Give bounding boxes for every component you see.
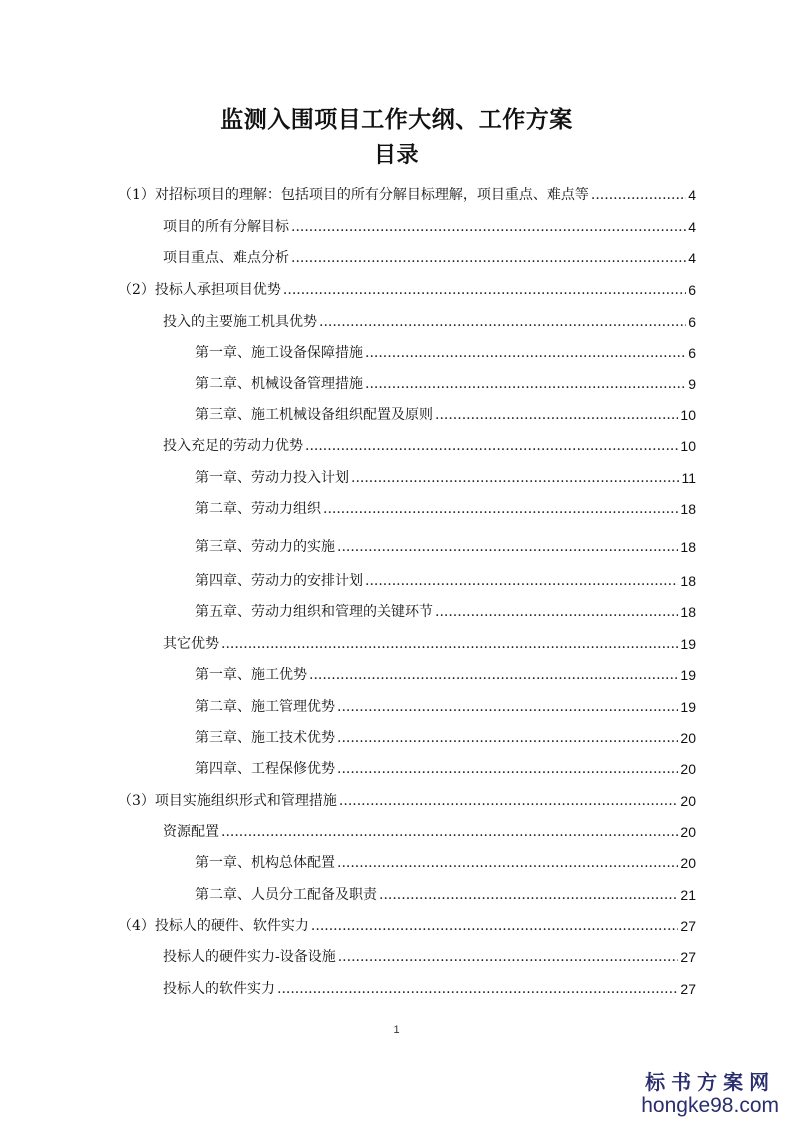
toc-leader xyxy=(283,281,686,299)
toc-entry-page: 19 xyxy=(680,667,696,683)
toc-entry-page: 27 xyxy=(680,918,696,934)
toc-leader xyxy=(309,666,678,684)
toc-entry-1[interactable] xyxy=(118,180,696,204)
toc-entry-26[interactable] xyxy=(163,974,696,998)
toc-entry-5[interactable] xyxy=(163,307,696,331)
toc-entry-text: （3）项目实施组织形式和管理措施 xyxy=(118,793,337,809)
toc-entry-page: 4 xyxy=(688,219,696,235)
toc-leader xyxy=(291,218,686,236)
toc-entry-text: 项目的所有分解目标 xyxy=(163,219,289,235)
toc-entry-page: 27 xyxy=(680,949,696,965)
toc-leader xyxy=(277,980,678,998)
toc-leader xyxy=(337,729,678,747)
toc-entry-page: 20 xyxy=(680,761,696,777)
toc-entry-page: 20 xyxy=(680,824,696,840)
toc-entry-page: 10 xyxy=(680,407,696,423)
toc-entry-text: 第一章、施工优势 xyxy=(195,667,307,683)
toc-entry-text: 第二章、施工管理优势 xyxy=(195,699,335,715)
toc-entry-text: 投入的主要施工机具优势 xyxy=(163,314,317,330)
toc-entry-6[interactable] xyxy=(195,338,696,362)
toc-leader xyxy=(319,313,686,331)
toc-entry-4[interactable] xyxy=(118,275,696,299)
toc-entry-page: 18 xyxy=(680,501,696,517)
toc-entry-15[interactable] xyxy=(163,629,696,653)
toc-entry-page: 19 xyxy=(680,636,696,652)
toc-leader xyxy=(323,500,678,518)
toc-entry-text: （2）投标人承担项目优势 xyxy=(118,282,281,298)
toc-entry-8[interactable] xyxy=(195,400,696,424)
toc-entry-12[interactable] xyxy=(195,532,696,556)
toc-entry-19[interactable] xyxy=(195,754,696,778)
toc-entry-page: 19 xyxy=(680,699,696,715)
toc-entry-16[interactable] xyxy=(195,660,696,684)
toc-leader xyxy=(311,917,679,935)
toc-entry-3[interactable] xyxy=(163,243,696,267)
toc-entry-text: 投入充足的劳动力优势 xyxy=(163,438,303,454)
toc-entry-text: 其它优势 xyxy=(163,636,219,652)
toc-entry-text: 第三章、施工机械设备组织配置及原则 xyxy=(195,407,433,423)
toc-entry-text: 第四章、劳动力的安排计划 xyxy=(195,573,363,589)
toc-entry-page: 9 xyxy=(688,376,696,392)
toc-entry-text: 第三章、劳动力的实施 xyxy=(195,539,335,555)
toc-entry-page: 20 xyxy=(680,793,696,809)
toc-leader xyxy=(379,886,678,904)
toc-leader xyxy=(337,760,678,778)
toc-entry-text: （4）投标人的硬件、软件实力 xyxy=(118,918,309,934)
toc-entry-20[interactable] xyxy=(118,786,696,810)
toc-entry-10[interactable] xyxy=(195,463,696,487)
toc-entry-14[interactable] xyxy=(195,597,696,621)
toc-entry-page: 4 xyxy=(688,187,696,203)
toc-leader xyxy=(291,249,686,267)
toc-entry-21[interactable] xyxy=(163,817,696,841)
toc-entry-text: 第三章、施工技术优势 xyxy=(195,730,335,746)
toc-entry-text: 第一章、劳动力投入计划 xyxy=(195,470,349,486)
toc-entry-page: 20 xyxy=(680,855,696,871)
toc-entry-17[interactable] xyxy=(195,692,696,716)
toc-entry-9[interactable] xyxy=(163,431,696,455)
toc-entry-page: 18 xyxy=(680,539,696,555)
page-number: 1 xyxy=(393,1024,400,1036)
toc-entry-page: 21 xyxy=(680,887,696,903)
toc-entry-text: 第一章、机构总体配置 xyxy=(195,855,335,871)
toc-heading: 目录 xyxy=(373,143,419,168)
toc-entry-page: 11 xyxy=(681,470,696,486)
toc-leader xyxy=(435,406,678,424)
watermark-chinese-text: 标书方案网 xyxy=(645,1070,776,1094)
toc-entry-18[interactable] xyxy=(195,723,696,747)
toc-entry-23[interactable] xyxy=(195,880,696,904)
toc-entry-page: 4 xyxy=(688,250,696,266)
toc-leader xyxy=(351,469,679,487)
toc-leader xyxy=(338,948,679,966)
watermark-url-text: hongke98.com xyxy=(641,1094,779,1117)
toc-entry-text: 资源配置 xyxy=(163,824,219,840)
toc-entry-13[interactable] xyxy=(195,566,696,590)
toc-entry-page: 10 xyxy=(680,438,696,454)
toc-entry-page: 18 xyxy=(680,573,696,589)
toc-leader xyxy=(365,344,686,362)
toc-leader xyxy=(221,823,678,841)
toc-entry-7[interactable] xyxy=(195,369,696,393)
toc-leader xyxy=(435,603,678,621)
toc-entry-text: 第五章、劳动力组织和管理的关键环节 xyxy=(195,604,433,620)
toc-entry-page: 6 xyxy=(688,282,696,298)
toc-entry-page: 6 xyxy=(688,314,696,330)
toc-entry-25[interactable] xyxy=(163,942,696,966)
toc-leader xyxy=(365,375,686,393)
toc-leader xyxy=(337,854,678,872)
toc-entry-text: 第二章、劳动力组织 xyxy=(195,501,321,517)
toc-entry-text: 第二章、机械设备管理措施 xyxy=(195,376,363,392)
toc-entry-page: 20 xyxy=(680,730,696,746)
document-title: 监测入围项目工作大纲、工作方案 xyxy=(220,107,573,133)
toc-entry-11[interactable] xyxy=(195,494,696,518)
toc-leader xyxy=(339,792,679,810)
toc-entry-2[interactable] xyxy=(163,212,696,236)
toc-entry-page: 18 xyxy=(680,604,696,620)
toc-leader xyxy=(337,698,678,716)
toc-entry-text: 投标人的硬件实力-设备设施 xyxy=(163,949,336,965)
toc-entry-text: 第二章、人员分工配备及职责 xyxy=(195,887,377,903)
toc-entry-text: 投标人的软件实力 xyxy=(163,981,275,997)
toc-entry-text: 第一章、施工设备保障措施 xyxy=(195,345,363,361)
toc-entry-page: 6 xyxy=(688,345,696,361)
toc-leader xyxy=(337,538,678,556)
toc-leader xyxy=(305,437,678,455)
toc-entry-22[interactable] xyxy=(195,848,696,872)
toc-entry-text: （1）对招标项目的理解：包括项目的所有分解目标理解，项目重点、难点等 xyxy=(118,187,589,203)
toc-entry-text: 第四章、工程保修优势 xyxy=(195,761,335,777)
toc-entry-page: 27 xyxy=(680,981,696,997)
toc-leader xyxy=(221,635,678,653)
toc-entry-text: 项目重点、难点分析 xyxy=(163,250,289,266)
toc-leader xyxy=(591,186,686,204)
toc-leader xyxy=(365,572,678,590)
site-watermark-logo xyxy=(641,1070,779,1118)
toc-entry-24[interactable] xyxy=(118,911,696,935)
